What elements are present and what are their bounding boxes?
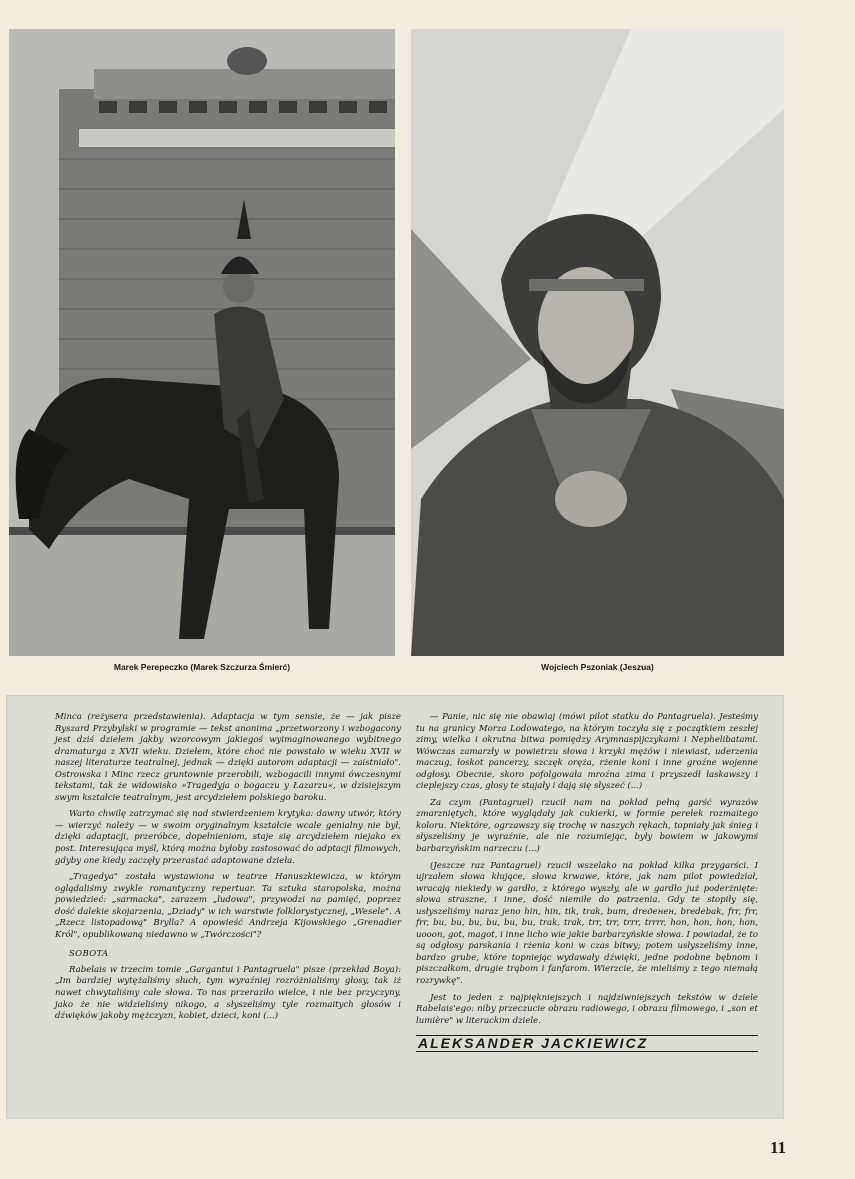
paragraph: (Jeszcze raz Pantagruel) rzucił wszelako na pokład kilka przygarści. I ujrzałem słowa kłujące, słowa krwawe, które, jak nam pilot powiedział, wracają niekiedy w gardło, z którego wyszły, ale w gardło już poderżnięte: słowa straszne, i inne, dość niemiłe do patrzenia. Gdy te stopiły się, usłyszeliśmy naraz jeno hin, hin, tik, trak, bum, dreденен, bredebak, frr, frr, frr, bu, bu, bu, bu, bu, bu, trak, trak, trr, trr, trrr, trrrr, hon, hon, hon, hon, uooon, got, magot, i inne licho wie jakie barbarzyńskie słowa. I powiadał, że to są odgłosy parskania i rżenia koni w czas bitwy; potem usłyszeliśmy inne, bardzo grube, które topniejąc wydawały dźwięki, jedne podobne bębnom i piszczałkom, drugie trąbom i fanfarom. Wierzcie, że mieliśmy z tego niemałą rozrywkę". [416,860,758,987]
paragraph: Za czym (Pantagruel) rzucił nam na pokład pełną garść wyrazów zmarzniętych, które wyglądały jak cukierki, w formie perełek rozmaitego koloru. Niektóre, ogrzawszy się trochę w naszych rękach, topniały jak śnieg i słyszeliśmy je wyraźnie, ale nie rozumiejąc, były bowiem w jakowymś barbarzyńskim narzeczu (...) [416,797,758,855]
horseman-illustration [9,29,395,656]
paragraph: Rabelais w trzecim tomie „Gargantui i Pantagruela" pisze (przekład Boya): „Im bardziej wytężaliśmy słuch, tym wyraźniej rozróżnialiśmy głosy, tak iż nawet chwytaliśmy całe słowa. To nas przeraziło wielce, i nie bez przyczyny, jako że nie widzieliśmy nikogo, a słyszeliśmy tyle rozmaitych głosów i dźwięków jakoby mężczyzn, kobiet, dzieci, koni (...) [55,964,401,1022]
paragraph: Minca (reżysera przedstawienia). Adaptacja w tym sensie, że — jak pisze Ryszard Przybylski w programie — tekst anonima „przetworzony i wzbogacony jest dziś dziełem jakby wzorcowym jakiegoś wyimaginowanego wybitnego dramaturga z XVII wieku. Dziełem, które choć nie powstało w wieku XVII w naszej literaturze teatralnej, jednak — dzięki autorom adaptacji — zaistniało". Ostrowska i Minc rzecz gruntownie przerobili, wzbogacili innymi ówczesnymi tekstami, tak że widowisko »Tragedyja o bogaczu y Łazarzu«, w dzisiejszym swym kształcie teatralnym, jest arcydziełem polskiego baroku. [55,712,401,803]
paragraph: Jest to jeden z najpiękniejszych i najdziwniejszych tekstów w dziele Rabelais'ego: niby przeczucie obrazu radiowego, i obrazu filmowego, i „son et lumière" w literackim dziele. [416,992,758,1026]
photo-portrait [411,29,784,656]
article-column-right [416,712,758,1052]
section-heading: SOBOTA [69,949,109,960]
photo-horseman [9,29,395,656]
photo-caption-right: Wojciech Pszoniak (Jeszua) [541,662,654,672]
author-byline: ALEKSANDER JACKIEWICZ [416,1035,758,1052]
paragraph: „Tragedya" została wystawiona w teatrze Hanuszkiewicza, w którym oglądaliśmy zwykle romantyczny repertuar. Ta sztuka staropolska, można powiedzieć: „sarmacka", zarazem „ludowa", przywodzi na pamięć, poprzez dość dalekie skojarzenia, „Dziady" w ich warstwie folklorystycznej, „Wesele". A „Rzecz listopadową" Brylla? A opowieść Andrzeja Kijowskiego „Grenadier Król", opublikowaną niedawno w „Twórczości"? [55,872,401,940]
paragraph: Warto chwilę zatrzymać się nad stwierdzeniem krytyka: dawny utwór, który — wierzyć należy — w swoim oryginalnym kształcie wcale genialny nie był, dzięki adaptacji, przeróbce, dopełnieniom, staje się arcydziełem niejako ex post. Interesująca myśl, którą można byłoby zastosować do adptacji filmowych, gdyby one kiedy zaczęły przerastać adaptowane dzieła. [55,809,401,866]
page-number: 11 [770,1138,787,1157]
portrait-illustration [411,29,784,656]
photo-caption-left: Marek Perepeczko (Marek Szczurza Śmierć) [113,662,291,672]
paragraph: — Panie, nic się nie obawiaj (mówi pilot statku do Pantagruela). Jesteśmy tu na granicy Morza Lodowatego, na którym toczyła się z początkiem zeszłej zimy, wielka i okrutna bitwa pomiędzy Arymnaspijczykami i Nephelibatami. Wówczas zamarzły w powietrzu słowa i krzyki mężów i niewiast, uderzenia maczug, łoskot pancerzy, szczęk oręża, rżenie koni i inne groźne wojenne odgłosy. Obecnie, skoro pofolgowała mroźna zima i przyszedł łaskawszy i cieplejszy czas, głosy te stajały i dają się słyszeć (...) [416,712,758,792]
article-column-left [55,712,401,1028]
